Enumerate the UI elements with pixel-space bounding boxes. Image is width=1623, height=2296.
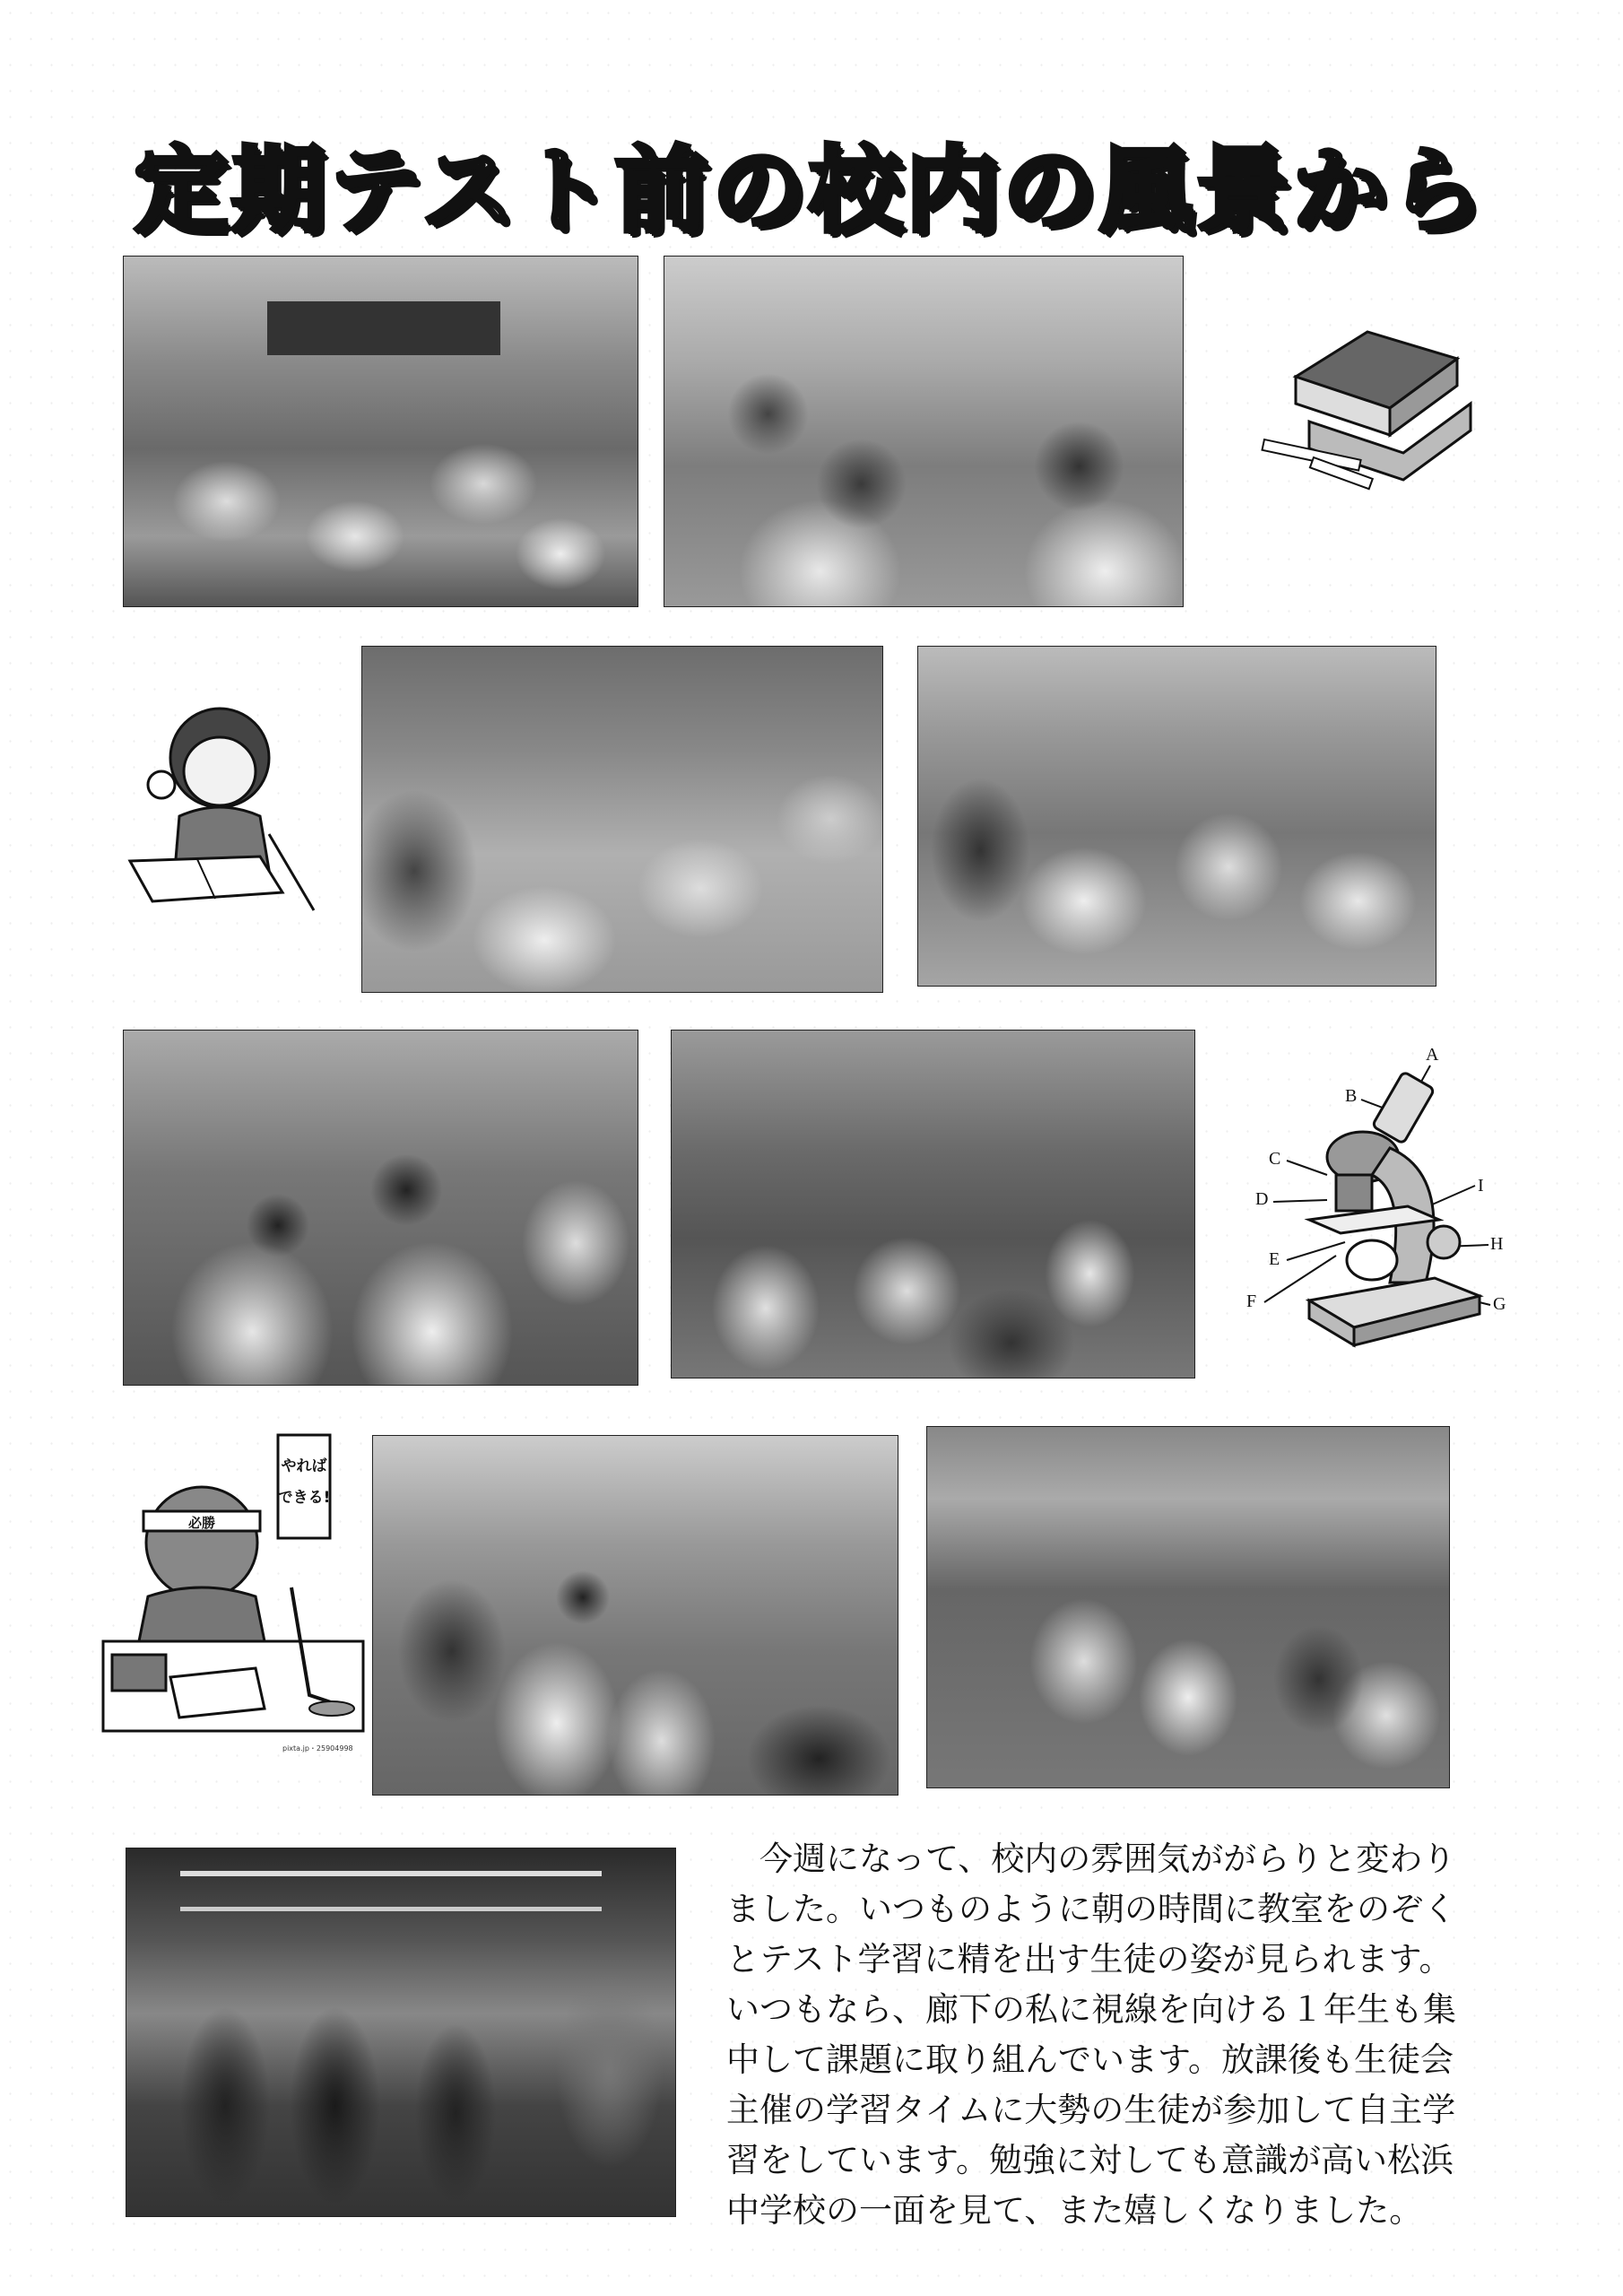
illustration-credit: pixta.jp・25904998 [282,1744,353,1752]
speech-line-1: やれば [281,1457,327,1475]
article-line: 習をしています。勉強に対しても意識が高い松浜 [726,2141,1454,2179]
microscope-label-e: E [1269,1249,1280,1269]
photo-group-study [361,646,883,993]
photo-table-study [917,646,1436,987]
studying-boy-icon [103,1426,363,1758]
article-line: 中して課題に取り組んでいます。放課後も生徒会 [726,2040,1454,2079]
microscope-label-a: A [1426,1045,1439,1065]
photo-library-study [671,1030,1195,1378]
books-icon [1260,323,1493,493]
microscope-label-i: I [1478,1176,1484,1196]
page-title: 定期テスト前の校内の風景から [135,135,1487,245]
photo-matsuhama-shirts [123,1030,638,1386]
photo-hallway [126,1848,676,2217]
microscope-label-b: B [1345,1086,1358,1106]
article-line: とテスト学習に精を出す生徒の姿が見られます。 [726,1940,1453,1979]
article-line: いつもなら、廊下の私に視線を向ける１年生も集 [726,1990,1456,2029]
photo-classroom-study [123,256,638,607]
microscope-label-h: H [1490,1234,1504,1254]
photo-smiling-students [664,256,1184,607]
microscope-label-g: G [1493,1294,1506,1314]
article-line: 主催の学習タイムに大勢の生徒が参加して自主学 [726,2091,1456,2129]
microscope-label-d: D [1255,1189,1269,1209]
microscope-label-f: F [1246,1292,1257,1311]
photo-teaching-each-other [372,1435,898,1796]
microscope-label-c: C [1269,1149,1281,1169]
studying-girl-icon [126,700,323,915]
photo-study-time [926,1426,1450,1788]
headband-text: 必勝 [187,1515,216,1531]
article-line: 中学校の一面を見て、また嬉しくなりました。 [726,2191,1423,2230]
article-line: ました。いつものように朝の時間に教室をのぞく [726,1890,1456,1928]
article-text [726,1834,1533,2236]
speech-line-2: できる! [277,1489,331,1507]
microscope-icon [1228,1040,1515,1354]
article-line: 今週になって、校内の雰囲気ががらりと変わり [759,1839,1456,1878]
